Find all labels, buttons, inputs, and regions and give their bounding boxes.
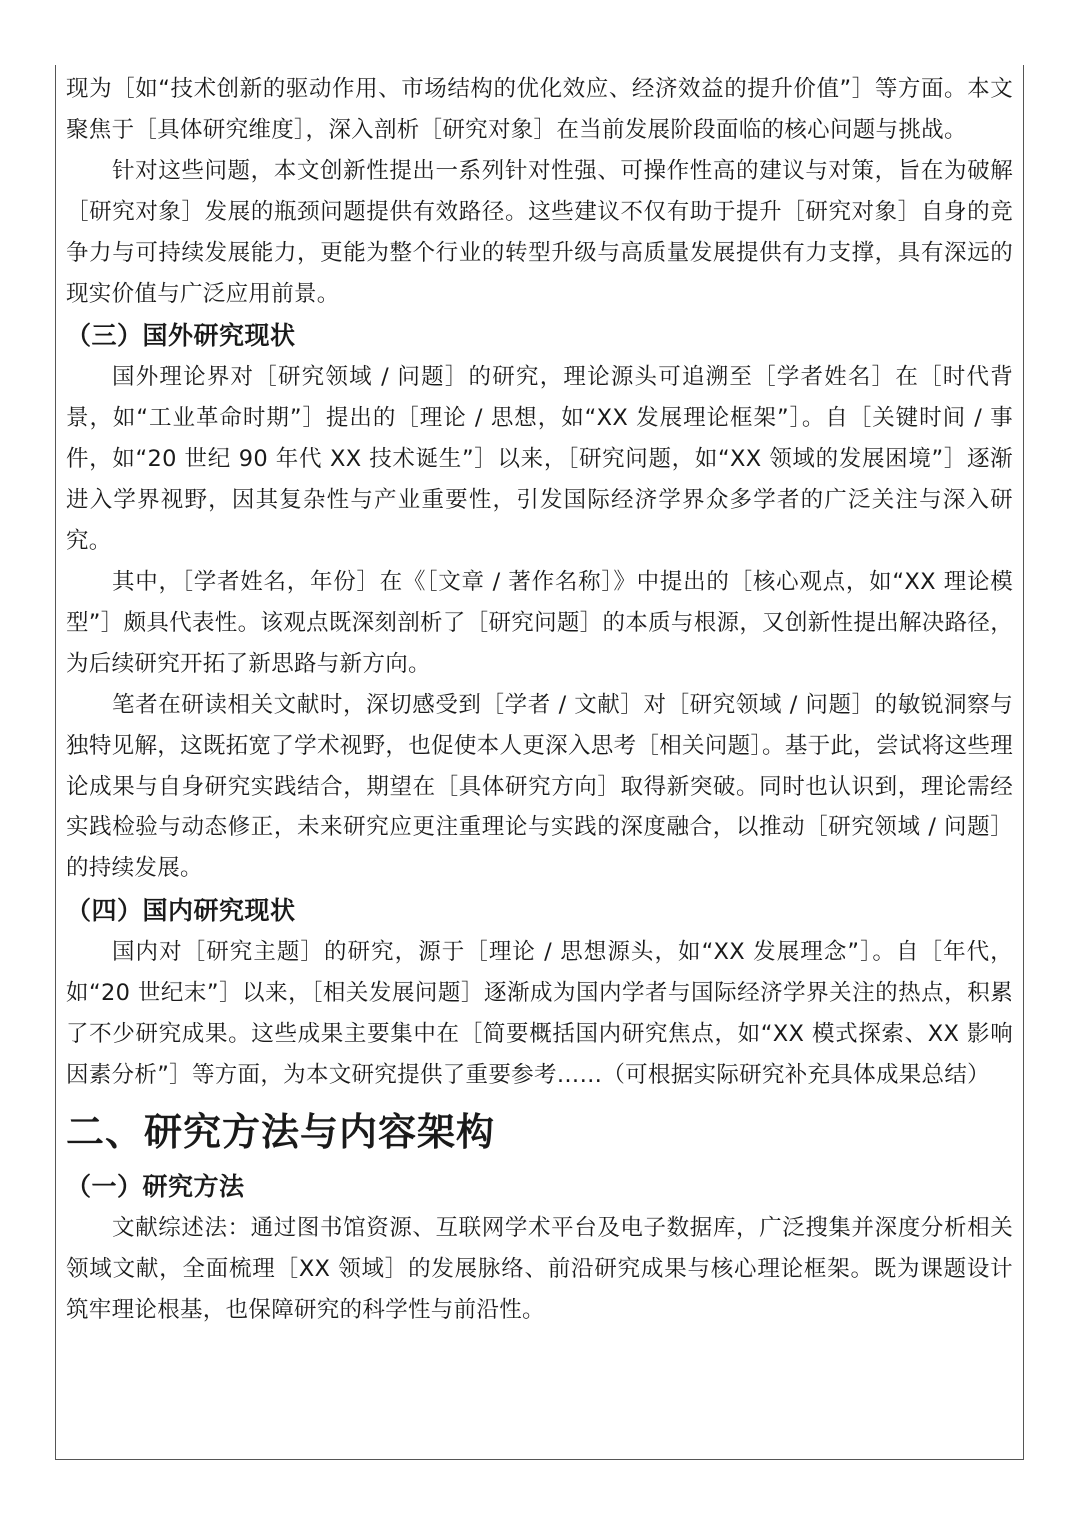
domestic-paragraph-1: 国内对［研究主题］的研究，源于［理论 / 思想源头，如“XX 发展理念”］。自［年代，如“20 世纪末”］以来，［相关发展问题］逐渐成为国内学者与国际经济学界关注的热点，积累了不少研究成果。这些成果主要集中在［简要概括国内研究焦点，如“XX 模式探索、XX 影响因素分析”］等方面，为本文研究提供了重要参考……（可根据实际研究补充具体成果总结） (66, 939, 1013, 1088)
section-2-title: 二、研究方法与内容架构 (66, 1109, 496, 1154)
foreign-paragraph-2: 其中，［学者姓名，年份］在《［文章 / 著作名称］》中提出的［核心观点，如“XX 理论模型”］颇具代表性。该观点既深刻剖析了［研究问题］的本质与根源，又创新性提出解决路径，为后续研究开拓了新思路与新方向。 (66, 568, 1013, 677)
foreign-paragraph-3: 笔者在研读相关文献时，深切感受到［学者 / 文献］对［研究领域 / 问题］的敏锐洞察与独特见解，这既拓宽了学术视野，也促使本人更深入思考［相关问题］。基于此，尝试将这些理论成果与自身研究实践结合，期望在［具体研究方向］取得新突破。同时也认识到，理论需经实践检验与动态修正，未来研究应更注重理论与实践的深度融合，以推动［研究领域 / 问题］的持续发展。 (66, 691, 1013, 882)
foreign-paragraph-1: 国外理论界对［研究领域 / 问题］的研究，理论源头可追溯至［学者姓名］在［时代背景，如“工业革命时期”］提出的［理论 / 思想，如“XX 发展理论框架”］。自［关键时间 / 事件，如“20 世纪 90 年代 XX 技术诞生”］以来，［研究问题，如“XX 领域的发展困境”］逐渐进入学界视野，因其复杂性与产业重要性，引发国际经济学界众多学者的广泛关注与深入研究。 (66, 364, 1013, 555)
intro-paragraph-2: 针对这些问题，本文创新性提出一系列针对性强、可操作性高的建议与对策，旨在为破解［研究对象］发展的瓶颈问题提供有效路径。这些建议不仅有助于提升［研究对象］自身的竞争力与可持续发展能力，更能为整个行业的转型升级与高质量发展提供有力支撑，具有深远的现实价值与广泛应用前景。 (66, 157, 1013, 307)
intro-paragraph-1: 现为［如“技术创新的驱动作用、市场结构的优化效应、经济效益的提升价值”］等方面。本文聚焦于［具体研究维度］，深入剖析［研究对象］在当前发展阶段面临的核心问题与挑战。 (66, 76, 1013, 143)
research-methods-heading: （一）研究方法 (66, 1171, 245, 1201)
domestic-research-heading: （四）国内研究现状 (66, 896, 296, 926)
methods-paragraph-1: 文献综述法：通过图书馆资源、互联网学术平台及电子数据库，广泛搜集并深度分析相关领域文献，全面梳理［XX 领域］的发展脉络、前沿研究成果与核心理论框架。既为课题设计筑牢理论根基，也保障研究的科学性与前沿性。 (66, 1214, 1013, 1323)
document-frame (55, 65, 1024, 1460)
foreign-research-heading: （三）国外研究现状 (66, 321, 296, 351)
